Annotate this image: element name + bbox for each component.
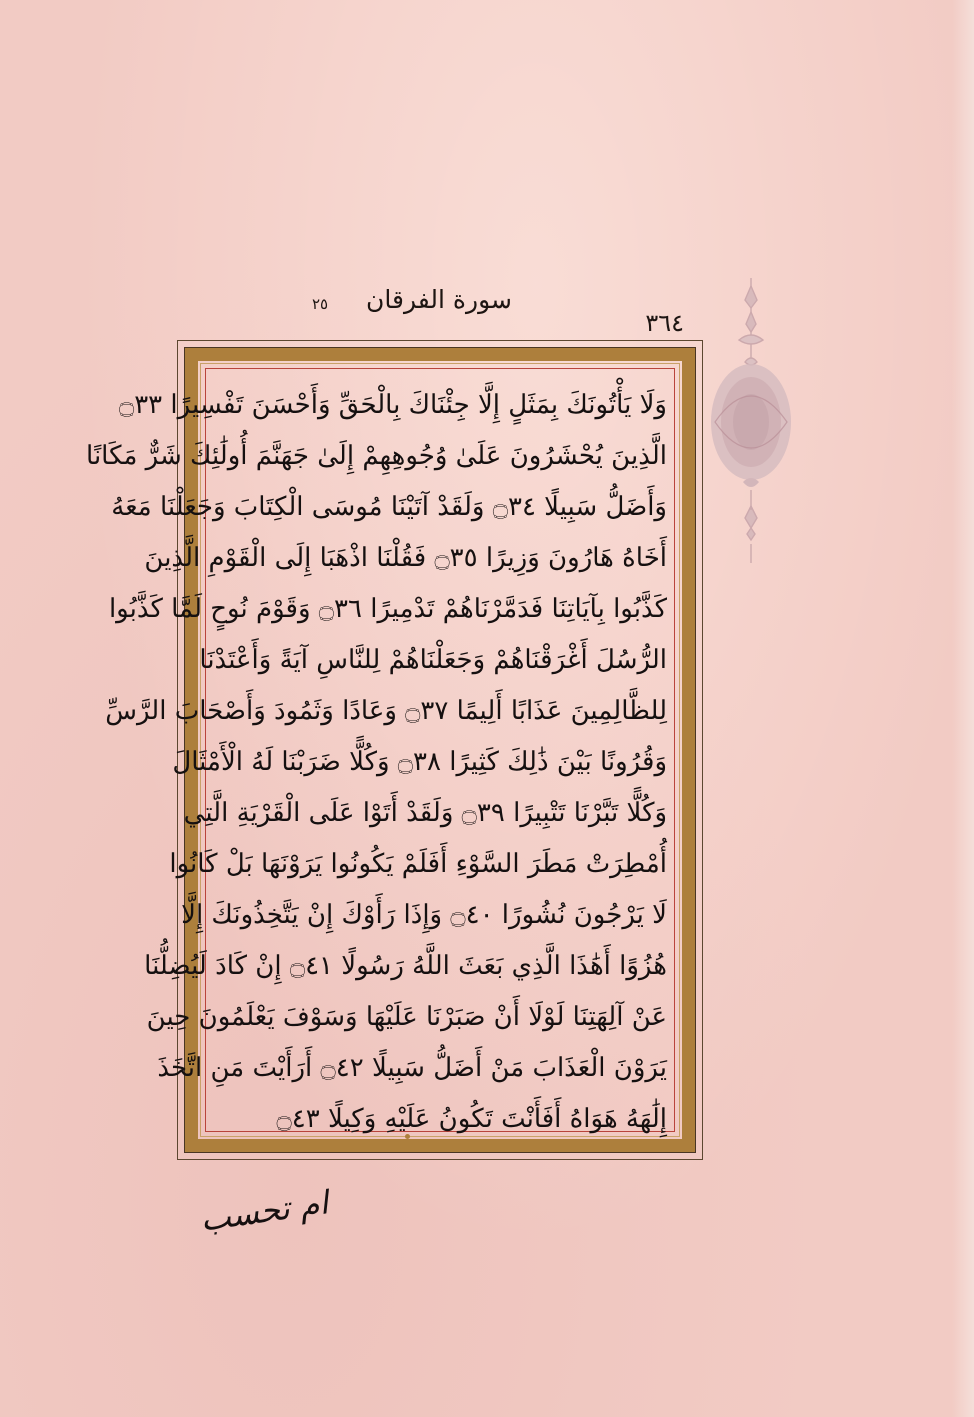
text-line-6: الرُّسُلَ أَغْرَقْنَاهُمْ وَجَعَلْنَاهُمْ لِلنَّاسِ آيَةً وَأَعْتَدْنَا [199,645,667,675]
text-line-9: وَكُلًّا تَبَّرْنَا تَتْبِيرًا ۝٣٩ وَلَقَدْ أَتَوْا عَلَى الْقَرْيَةِ الَّتِي [183,798,667,828]
text-line-4: أَخَاهُ هَارُونَ وَزِيرًا ۝٣٥ فَقُلْنَا اذْهَبَا إِلَى الْقَوْمِ الَّذِينَ [144,543,667,573]
catchword: ام تحسب [197,1183,331,1239]
text-line-15: إِلَٰهَهُ هَوَاهُ أَفَأَنْتَ تَكُونُ عَلَيْهِ وَكِيلًا ۝٤٣ [276,1104,667,1134]
text-line-12: هُزُوًا أَهَٰذَا الَّذِي بَعَثَ اللَّهُ رَسُولًا ۝٤١ إِنْ كَادَ لَيُضِلُّنَا [144,951,667,981]
marginal-ornament-icon [705,278,797,563]
text-line-8: وَقُرُونًا بَيْنَ ذَٰلِكَ كَثِيرًا ۝٣٨ وَكُلًّا ضَرَبْنَا لَهُ الْأَمْثَالَ [172,747,667,777]
surah-number: ٢٥ [312,295,329,313]
text-line-7: لِلظَّالِمِينَ عَذَابًا أَلِيمًا ۝٣٧ وَعَادًا وَثَمُودَ وَأَصْحَابَ الرَّسِّ [105,696,667,726]
text-line-10: أُمْطِرَتْ مَطَرَ السَّوْءِ أَفَلَمْ يَكُونُوا يَرَوْنَهَا بَلْ كَانُوا [169,849,667,879]
page-header [178,283,698,339]
page-edge [952,0,974,1417]
text-line-2: الَّذِينَ يُحْشَرُونَ عَلَىٰ وُجُوهِهِمْ إِلَىٰ جَهَنَّمَ أُولَٰئِكَ شَرٌّ مَكَانًا [86,441,667,471]
text-line-5: كَذَّبُوا بِآيَاتِنَا فَدَمَّرْنَاهُمْ تَدْمِيرًا ۝٣٦ وَقَوْمَ نُوحٍ لَمَّا كَذَّبُوا [108,594,667,624]
text-line-13: عَنْ آلِهَتِنَا لَوْلَا أَنْ صَبَرْنَا عَلَيْهَا وَسَوْفَ يَعْلَمُونَ حِينَ [146,1002,667,1032]
page-number: ٣٦٤ [645,309,684,337]
text-line-1: وَلَا يَأْتُونَكَ بِمَثَلٍ إِلَّا جِئْنَاكَ بِالْحَقِّ وَأَحْسَنَ تَفْسِيرًا ۝٣٣ [118,390,667,420]
surah-title: سورة الفرقان [366,285,512,314]
text-line-3: وَأَضَلُّ سَبِيلًا ۝٣٤ وَلَقَدْ آتَيْنَا مُوسَى الْكِتَابَ وَجَعَلْنَا مَعَهُ [111,492,667,522]
text-line-11: لَا يَرْجُونَ نُشُورًا ۝٤٠ وَإِذَا رَأَوْكَ إِنْ يَتَّخِذُونَكَ إِلَّا [181,900,667,930]
text-block [86,380,667,1134]
text-line-14: يَرَوْنَ الْعَذَابَ مَنْ أَضَلُّ سَبِيلًا ۝٤٢ أَرَأَيْتَ مَنِ اتَّخَذَ [157,1053,667,1083]
